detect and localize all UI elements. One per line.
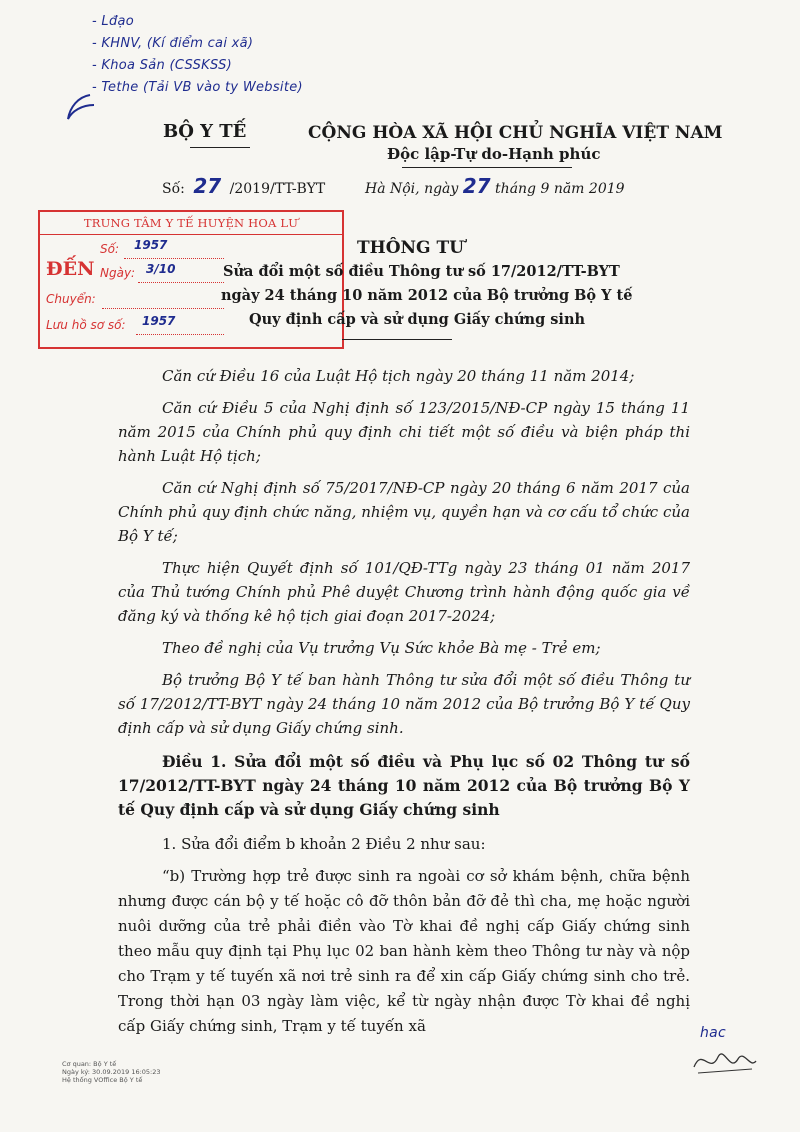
legal-basis-2: Căn cứ Điều 5 của Nghị định số 123/2015/NĐ-CP ngày 15 tháng 11 năm 2015 của Chính phủ quy định chi tiết một số điều và biện pháp thi hành Luật Hộ tịch; [118, 399, 690, 465]
legal-basis-1: Căn cứ Điều 16 của Luật Hộ tịch ngày 20 tháng 11 năm 2014; [162, 367, 635, 385]
stamp-title: TRUNG TÂM Y TẾ HUYỆN HOA LƯ [40, 212, 342, 235]
place-date-day-handwritten: 27 [462, 174, 491, 198]
stamp-file-label: Lưu hồ sơ số: [46, 318, 126, 332]
motto-underline [402, 167, 572, 168]
subtitle-line-1: Sửa đổi một số điều Thông tư số 17/2012/TT-BYT [223, 263, 620, 280]
legal-basis-5: Theo đề nghị của Vụ trưởng Vụ Sức khỏe Bà mẹ - Trẻ em; [162, 639, 601, 657]
document-type-title: THÔNG TƯ [357, 238, 464, 258]
title-underline [342, 339, 452, 340]
article-1-quote: “b) Trường hợp trẻ được sinh ra ngoài cơ sở khám bệnh, chữa bệnh nhưng được cán bộ y tế hoặc cô đỡ thôn bản đỡ đẻ thì cha, mẹ hoặc người nuôi dưỡng của trẻ phải điền vào Tờ khai đề nghị cấp Giấy chứng sinh theo mẫu quy định tại Phụ lục 02 ban hành kèm theo Thông tư này và nộp cho Trạm y tế tuyến xã nơi trẻ sinh ra để xin cấp Giấy chứng sinh cho trẻ. Trong thời hạn 03 ngày làm việc, kể từ ngày nhận được Tờ khai đề nghị cấp Giấy chứng sinh, Trạm y tế tuyến xã [118, 867, 690, 1035]
footer-line-3: Hệ thống VOffice Bộ Y tế [62, 1076, 143, 1084]
article-1-item-1: 1. Sửa đổi điểm b khoản 2 Điều 2 như sau: [162, 835, 486, 853]
place-date: Hà Nội, ngày 27 tháng 9 năm 2019 [365, 174, 625, 198]
document-number: Số: 27 /2019/TT-BYT [162, 174, 326, 198]
article-1-heading: Điều 1. Sửa đổi một số điều và Phụ lục số 02 Thông tư số 17/2012/TT-BYT ngày 24 tháng 10 năm 2012 của Bộ trưởng Bộ Y tế Quy định cấp và sử dụng Giấy chứng sinh [118, 752, 690, 819]
stamp-date-value: 3/10 [146, 262, 176, 276]
signature-scribble-icon [690, 1039, 760, 1079]
ministry-underline [190, 147, 250, 148]
handwritten-bracket-icon [60, 15, 100, 135]
stamp-number-label: Số: [100, 242, 120, 256]
subtitle-line-3: Quy định cấp và sử dụng Giấy chứng sinh [249, 311, 586, 328]
footer-line-1: Cơ quan: Bộ Y tế [62, 1060, 117, 1068]
digital-signature-footer [62, 1060, 161, 1084]
legal-basis-4: Thực hiện Quyết định số 101/QĐ-TTg ngày 23 tháng 01 năm 2017 của Thủ tướng Chính phủ Phê duyệt Chương trình hành động quốc gia về đăng ký và thống kê hộ tịch giai đoạn 2017-2024; [118, 559, 690, 625]
stamp-transfer-label: Chuyển: [46, 292, 96, 306]
issuance-statement: Bộ trưởng Bộ Y tế ban hành Thông tư sửa đổi một số điều Thông tư số 17/2012/TT-BYT ngày 24 tháng 10 năm 2012 của Bộ trưởng Bộ Y tế Quy định cấp và sử dụng Giấy chứng sinh. [118, 671, 690, 737]
legal-basis-3: Căn cứ Nghị định số 75/2017/NĐ-CP ngày 20 tháng 6 năm 2017 của Chính phủ quy định chức năng, nhiệm vụ, quyền hạn và cơ cấu tổ chức của Bộ Y tế; [118, 479, 690, 545]
stamp-date-label: Ngày: [100, 266, 136, 280]
footer-line-2: Ngày ký: 30.09.2019 16:05:23 [62, 1068, 161, 1076]
handwritten-note-4: - Tethe (Tải VB vào ty Website) [92, 80, 303, 95]
national-motto: Độc lập-Tự do-Hạnh phúc [387, 145, 601, 163]
handwritten-signature: hac [690, 1025, 760, 1080]
document-body [118, 364, 690, 1039]
ministry-name: BỘ Y TẾ [163, 121, 247, 142]
stamp-file-value: 1957 [142, 314, 176, 328]
stamp-received: ĐẾN [46, 258, 95, 280]
handwritten-note-2: - KHNV, (Kí điểm cai xã) [92, 36, 254, 51]
republic-name: CỘNG HÒA XÃ HỘI CHỦ NGHĨA VIỆT NAM [308, 123, 723, 143]
stamp-number-value: 1957 [134, 238, 168, 252]
document-number-handwritten: 27 [193, 174, 222, 198]
handwritten-note-3: - Khoa Sản (CSSKSS) [92, 58, 232, 73]
subtitle-line-2: ngày 24 tháng 10 năm 2012 của Bộ trưởng Bộ Y tế [221, 287, 633, 304]
handwritten-note-1: - Lđạo [92, 14, 135, 29]
